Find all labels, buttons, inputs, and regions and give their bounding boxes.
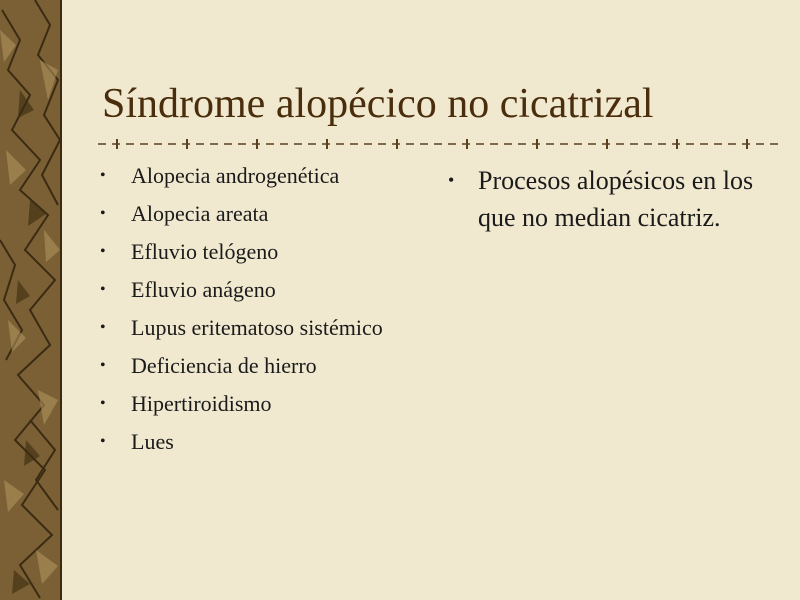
- right-bullet-list: [446, 162, 776, 236]
- list-item: [98, 236, 418, 268]
- marble-border-pattern: [0, 0, 62, 600]
- bullet-icon: •: [100, 167, 106, 184]
- bullet-icon: •: [448, 170, 455, 190]
- list-item-text: Procesos alopésicos en los que no median cicatriz.: [478, 166, 754, 232]
- bullet-icon: •: [100, 243, 106, 260]
- bullet-icon: •: [100, 205, 106, 222]
- list-item-text: Efluvio anágeno: [131, 277, 276, 302]
- bullet-icon: •: [100, 433, 106, 450]
- list-item-text: Hipertiroidismo: [131, 391, 272, 416]
- list-item: [98, 312, 418, 344]
- title-divider: [98, 138, 780, 150]
- list-item: [446, 162, 776, 236]
- list-item: [98, 426, 418, 458]
- bullet-icon: •: [100, 357, 106, 374]
- list-item-text: Alopecia androgenética: [131, 163, 340, 188]
- list-item: [98, 198, 418, 230]
- list-item: [98, 274, 418, 306]
- bullet-icon: •: [100, 281, 106, 298]
- list-item-text: Alopecia areata: [131, 201, 269, 226]
- list-item: [98, 350, 418, 382]
- list-item-text: Efluvio telógeno: [131, 239, 279, 264]
- list-item-text: Lues: [131, 429, 174, 454]
- bullet-icon: •: [100, 395, 106, 412]
- list-item-text: Lupus eritematoso sistémico: [131, 315, 383, 340]
- bullet-icon: •: [100, 319, 106, 336]
- list-item: [98, 160, 418, 192]
- list-item-text: Deficiencia de hierro: [131, 353, 317, 378]
- slide-title: Síndrome alopécico no cicatrizal: [102, 81, 654, 127]
- left-bullet-list: [98, 160, 418, 464]
- list-item: [98, 388, 418, 420]
